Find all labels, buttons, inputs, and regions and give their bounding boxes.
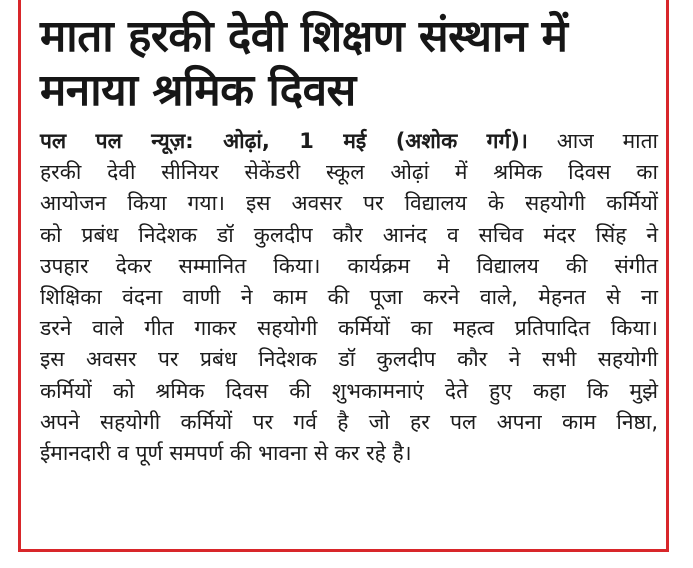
body-line-11: ईमानदारी व पूर्ण समपर्ण की भावना से कर रहे है। (40, 441, 412, 466)
body-line-8: इस अवसर पर प्रबंध निदेशक डॉ कुलदीप कौर ने सभी सहयोगी (40, 347, 658, 372)
body-line-1 (40, 126, 658, 157)
body-line-5: उपहार देकर सम्मानित किया। कार्यक्रम मे विद्यालय की संगीत (40, 253, 658, 278)
body-line-9: कर्मियों को श्रमिक दिवस की शुभकामनाएं देते हुए कहा कि मुझे (40, 378, 658, 403)
body-line-10: अपने सहयोगी कर्मियों पर गर्व है जो हर पल अपना काम निष्ठा, (40, 409, 658, 434)
body-line-3: आयोजन किया गया। इस अवसर पर विद्यालय के सहयोगी कर्मियों (40, 191, 658, 216)
headline-line-1: माता हरकी देवी शिक्षण संस्थान में (40, 11, 568, 62)
article-dateline: पल पल न्यूज़: ओढ़ां, 1 मई (अशोक गर्ग)। (40, 129, 528, 153)
article-body (40, 126, 658, 469)
body-line-1-text: आज माता (527, 129, 658, 153)
body-line-4: को प्रबंध निदेशक डॉ कुलदीप कौर आनंद व सचिव मंदर सिंह ने (40, 222, 658, 247)
body-line-6: शिक्षिका वंदना वाणी ने काम की पूजा करने वाले, मेहनत से ना (40, 285, 658, 310)
body-line-7: डरने वाले गीत गाकर सहयोगी कर्मियों का महत्व प्रतिपादित किया। (40, 316, 658, 341)
headline-line-2: मनाया श्रमिक दिवस (40, 65, 356, 116)
article-headline (40, 10, 660, 118)
body-line-2: हरकी देवी सीनियर सेकेंडरी स्कूल ओढ़ां में श्रमिक दिवस का (40, 160, 658, 185)
